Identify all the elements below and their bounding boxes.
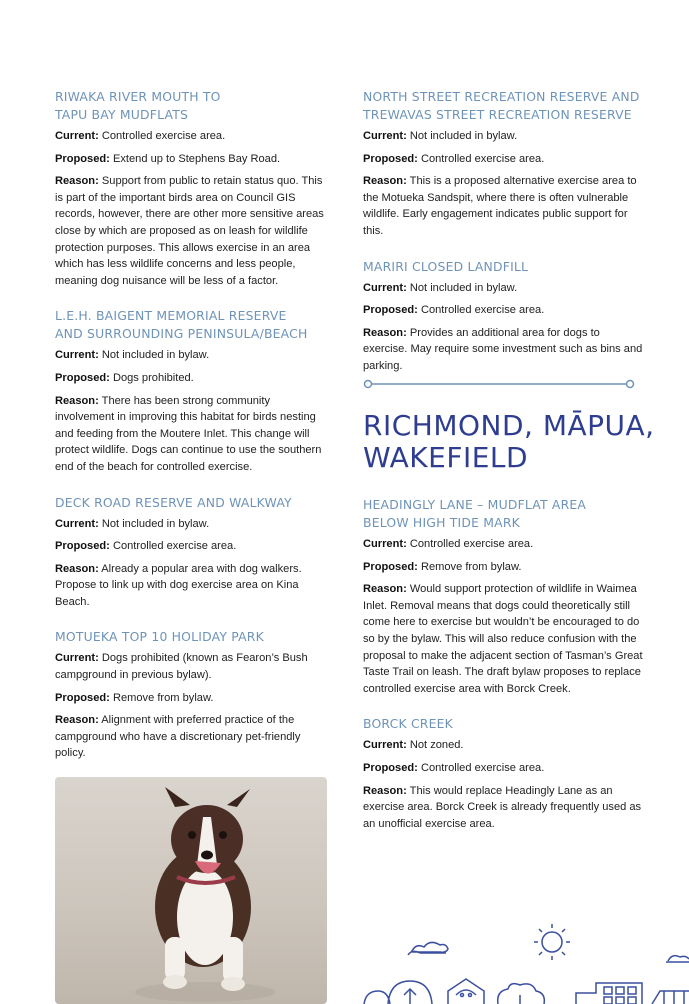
proposed-row: Proposed: Controlled exercise area. bbox=[363, 152, 545, 165]
reason-row: Reason: This is a proposed alternative exercise area to the Motueka Sandspit, where there is often vulnerable wildlife. Early engagement indicates public support for this. bbox=[363, 175, 637, 237]
cloud-icon bbox=[408, 951, 420, 955]
tree-icon bbox=[498, 984, 545, 1004]
proposed-row: Proposed: Controlled exercise area. bbox=[363, 304, 545, 317]
section-heading: DECK ROAD RESERVE AND WALKWAY bbox=[55, 494, 292, 510]
section-mariri bbox=[363, 258, 643, 375]
reason-row: Reason: This would replace Headingly Lane as an exercise area. Borck Creek is already frequently used as an unofficial exercise area. bbox=[363, 784, 642, 830]
right-column-bottom bbox=[363, 496, 643, 850]
house-icon bbox=[448, 979, 484, 1004]
region-title: RICHMOND, MĀPUA, WAKEFIELD bbox=[363, 409, 655, 474]
section-motueka-top10 bbox=[55, 628, 331, 762]
current-row: Current: Controlled exercise area. bbox=[363, 538, 534, 550]
section-north-street bbox=[363, 88, 643, 240]
cloud-icon bbox=[666, 956, 689, 962]
proposed-row: Proposed: Remove from bylaw. bbox=[363, 560, 522, 573]
building-icon bbox=[652, 991, 689, 1004]
right-column-top bbox=[363, 88, 643, 393]
section-heading: RIWAKA RIVER MOUTH TO TAPU BAY MUDFLATS bbox=[55, 89, 221, 122]
tree-icon bbox=[388, 981, 432, 1004]
current-row: Current: Not included in bylaw. bbox=[55, 517, 210, 530]
dog-illustration bbox=[55, 777, 327, 1004]
section-riwaka bbox=[55, 88, 331, 289]
town-illustration bbox=[360, 915, 689, 1004]
dog-photo bbox=[55, 777, 327, 1004]
current-row: Current: Dogs prohibited (known as Fearon’s Bush campground in previous bylaw). bbox=[55, 652, 308, 682]
proposed-row: Proposed: Controlled exercise area. bbox=[55, 540, 237, 553]
section-borck-creek bbox=[363, 715, 643, 832]
section-headingly-lane bbox=[363, 496, 643, 697]
left-column bbox=[55, 88, 331, 780]
tree-icon bbox=[364, 991, 390, 1004]
reason-row: Reason: Would support protection of wildlife in Waimea Inlet. Removal means that dogs could theoretically still come here to exercise but wouldn’t be encouraged to do so by the bylaw. This will also reduce confusion with the proposal to make the adjacent section of Tasman’s Great Taste Trail on leash. The draft bylaw proposes to replace controlled exercise area with Borck Creek. bbox=[363, 583, 643, 695]
proposed-row: Proposed: Extend up to Stephens Bay Road. bbox=[55, 152, 281, 165]
section-heading: MARIRI CLOSED LANDFILL bbox=[363, 258, 529, 274]
section-heading: NORTH STREET RECREATION RESERVE AND TREWAVAS STREET RECREATION RESERVE bbox=[363, 89, 640, 122]
section-heading: MOTUEKA TOP 10 HOLIDAY PARK bbox=[55, 629, 264, 645]
proposed-row: Proposed: Dogs prohibited. bbox=[55, 371, 194, 384]
reason-row: Reason: Support from public to retain status quo. This is part of the important birds area on Council GIS records, however, there are other more sensitive areas close by which are proposed as on leash for wildlife protection purposes. This allows exercise in an area which has less wildlife concerns and less people, meaning dog nuisance will be less of a factor. bbox=[55, 175, 324, 287]
section-deck-road bbox=[55, 494, 331, 611]
proposed-row: Proposed: Controlled exercise area. bbox=[363, 761, 545, 774]
proposed-row: Proposed: Remove from bylaw. bbox=[55, 691, 214, 704]
section-heading: L.E.H. BAIGENT MEMORIAL RESERVE AND SURROUNDING PENINSULA/BEACH bbox=[55, 308, 308, 342]
sun-icon bbox=[534, 924, 570, 960]
current-row: Current: Not included in bylaw. bbox=[55, 349, 210, 362]
current-row: Current: Controlled exercise area. bbox=[55, 130, 226, 142]
reason-row: Reason: Provides an additional area for dogs to exercise. May require some investment such as bins and parking. bbox=[363, 326, 643, 372]
reason-row: Reason: There has been strong community involvement in improving this habitat for birds nesting and feeding from the Moutere Inlet. This change will protect wildlife. Dogs can continue to use the southern end of the beach for controlled exercise. bbox=[55, 394, 322, 473]
current-row: Current: Not included in bylaw. bbox=[363, 281, 518, 294]
reason-row: Reason: Already a popular area with dog walkers. Propose to link up with dog exercise area on Kina Beach. bbox=[55, 562, 302, 608]
reason-row: Reason: Alignment with preferred practice of the campground who have a discretionary pet-friendly policy. bbox=[55, 714, 301, 760]
current-row: Current: Not included in bylaw. bbox=[363, 130, 518, 142]
section-heading: HEADINGLY LANE – MUDFLAT AREA BELOW HIGH TIDE MARK bbox=[363, 497, 587, 530]
section-heading: BORCK CREEK bbox=[363, 716, 453, 732]
building-icon bbox=[576, 983, 642, 1004]
section-baigent bbox=[55, 307, 331, 475]
divider-line bbox=[363, 378, 635, 390]
current-row: Current: Not zoned. bbox=[363, 739, 464, 752]
